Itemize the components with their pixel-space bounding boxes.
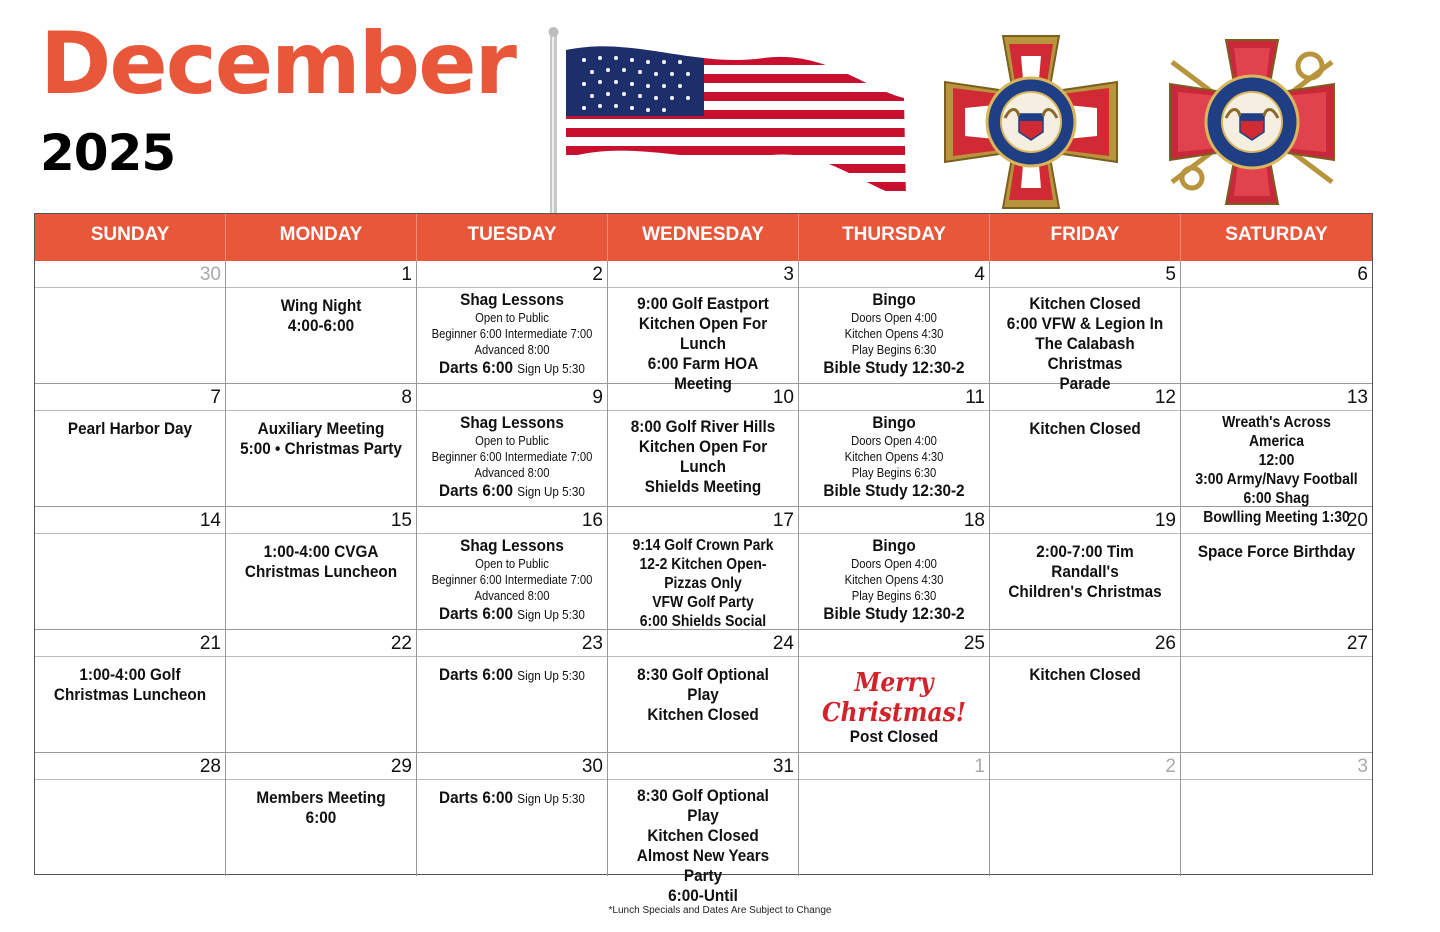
- event-detail: Beginner 6:00 Intermediate 7:00: [431, 450, 593, 464]
- day-cell: [226, 507, 417, 630]
- day-events: [1191, 534, 1363, 562]
- event-text: Bible Study 12:30-2: [823, 604, 965, 623]
- event-text: 8:00 Golf River Hills: [630, 417, 776, 436]
- darts-line: [430, 358, 594, 379]
- day-events: [1000, 657, 1171, 685]
- event-text: 8:30 Golf Optional Play: [637, 786, 769, 825]
- event-text: 1:00-4:00 Golf: [79, 665, 181, 684]
- event-text: Bingo: [872, 536, 916, 555]
- weekday-monday: MONDAY: [226, 214, 417, 261]
- event-detail: Kitchen Opens 4:30: [844, 327, 944, 341]
- day-cell: [226, 261, 417, 384]
- day-cell: [608, 507, 799, 630]
- day-events: [45, 288, 216, 294]
- day-cell: [799, 507, 990, 630]
- event-text: 6:00-Until: [668, 886, 738, 905]
- day-events: [618, 657, 789, 725]
- day-events: [236, 780, 407, 828]
- event-detail: Advanced 8:00: [474, 589, 550, 603]
- event-text: Darts 6:00: [439, 788, 518, 807]
- day-events: [809, 657, 980, 747]
- day-cell: [417, 753, 608, 876]
- event-detail: Play Begins 6:30: [851, 466, 937, 480]
- merry-christmas-graphic: [821, 665, 967, 728]
- event-text: 6:00 Shag: [1243, 490, 1310, 507]
- event-text: Wreath's Across America: [1222, 414, 1331, 450]
- event-text: Space Force Birthday: [1197, 542, 1356, 561]
- event-text: Pizzas Only: [664, 575, 742, 592]
- event-text: Wing Night: [280, 296, 362, 315]
- event-text: Kitchen Open For Lunch: [638, 314, 768, 353]
- event-text: Darts 6:00: [439, 481, 518, 500]
- day-cell: [990, 507, 1181, 630]
- day-cell: [35, 630, 226, 753]
- event-text: 8:30 Golf Optional Play: [637, 665, 769, 704]
- vfw-emblem-image: [940, 34, 1122, 210]
- event-detail: Open to Public: [475, 557, 549, 571]
- darts-line: [430, 788, 594, 809]
- event-text: Post Closed: [849, 727, 939, 746]
- day-events: [427, 411, 598, 502]
- day-cell: [35, 753, 226, 876]
- day-number: 27: [1181, 630, 1372, 657]
- event-text: Members Meeting: [256, 788, 386, 807]
- day-cell: [990, 384, 1181, 507]
- day-events: [809, 411, 980, 501]
- event-text: Kitchen Closed: [1029, 665, 1141, 684]
- day-cell: [608, 384, 799, 507]
- day-number: 11: [799, 384, 989, 411]
- day-number: 25: [799, 630, 989, 657]
- day-events: [1000, 780, 1171, 786]
- month-title: December: [40, 14, 515, 114]
- day-number: 2: [990, 753, 1180, 780]
- signup-text: Sign Up 5:30: [517, 607, 585, 622]
- event-text: Shag Lessons: [460, 536, 564, 555]
- day-events: [618, 288, 789, 394]
- day-events: [1000, 288, 1171, 394]
- darts-line: [430, 481, 594, 502]
- day-number: 18: [799, 507, 989, 534]
- event-detail: Open to Public: [475, 434, 549, 448]
- event-text: 6:00 VFW & Legion In: [1006, 314, 1164, 333]
- day-events: [1000, 534, 1171, 602]
- event-text: Children's Christmas: [1008, 582, 1162, 601]
- day-events: [618, 780, 789, 906]
- day-cell: [417, 507, 608, 630]
- signup-text: Sign Up 5:30: [517, 361, 585, 376]
- day-cell: [1181, 753, 1372, 876]
- event-text: Bingo: [872, 413, 916, 432]
- event-text: 5:00 • Christmas Party: [240, 439, 402, 458]
- event-detail: Open to Public: [475, 311, 549, 325]
- day-number: 26: [990, 630, 1180, 657]
- event-text: 1:00-4:00 CVGA: [263, 542, 379, 561]
- day-cell: [35, 384, 226, 507]
- weekday-thursday: THURSDAY: [799, 214, 990, 261]
- day-cell: [1181, 507, 1372, 630]
- day-cell: [417, 261, 608, 384]
- day-cell: [608, 261, 799, 393]
- day-number: 16: [417, 507, 607, 534]
- day-number: 22: [226, 630, 416, 657]
- weekday-tuesday: TUESDAY: [417, 214, 608, 261]
- day-cell: [417, 630, 608, 753]
- day-number: 17: [608, 507, 798, 534]
- day-number: 24: [608, 630, 798, 657]
- event-text: Bible Study 12:30-2: [823, 481, 965, 500]
- day-cell: [990, 753, 1181, 876]
- event-text: Darts 6:00: [439, 604, 518, 623]
- event-detail: Advanced 8:00: [474, 343, 550, 357]
- event-detail: Play Begins 6:30: [851, 589, 937, 603]
- event-text: 6:00: [305, 808, 337, 827]
- day-events: [1000, 411, 1171, 439]
- event-text: Kitchen Closed: [1029, 294, 1141, 313]
- event-text: Shag Lessons: [460, 413, 564, 432]
- day-events: [236, 288, 407, 336]
- event-text: VFW Golf Party: [652, 594, 754, 611]
- day-events: [427, 657, 598, 686]
- day-events: [1191, 288, 1363, 294]
- day-cell: [1181, 261, 1372, 384]
- event-text: 9:00 Golf Eastport: [637, 294, 769, 313]
- signup-text: Sign Up 5:30: [517, 791, 585, 806]
- event-text: 3:00 Army/Navy Football: [1195, 471, 1358, 488]
- event-text: 12:00: [1258, 452, 1295, 469]
- event-detail: Play Begins 6:30: [851, 343, 937, 357]
- day-cell: [226, 384, 417, 507]
- merry-text: Merry: [854, 666, 934, 698]
- day-number: 13: [1181, 384, 1372, 411]
- event-detail: Beginner 6:00 Intermediate 7:00: [431, 573, 593, 587]
- day-events: [236, 534, 407, 582]
- day-number: 12: [990, 384, 1180, 411]
- day-number: 1: [226, 261, 416, 288]
- day-cell: [226, 630, 417, 753]
- event-text: 9:14 Golf Crown Park: [632, 537, 774, 554]
- event-detail: Advanced 8:00: [474, 466, 550, 480]
- darts-line: [430, 604, 594, 625]
- day-events: [236, 411, 407, 459]
- event-text: Kitchen Closed: [1029, 419, 1141, 438]
- event-text: 12-2 Kitchen Open-: [639, 556, 767, 573]
- day-cell: [990, 630, 1181, 753]
- weekday-friday: FRIDAY: [990, 214, 1181, 261]
- day-events: [45, 780, 216, 786]
- day-events: [427, 288, 598, 379]
- calendar-weeks: [35, 261, 1372, 905]
- day-events: [809, 288, 980, 378]
- signup-text: Sign Up 5:30: [517, 484, 585, 499]
- event-text: 6:00 Farm HOA Meeting: [647, 354, 759, 393]
- event-text: Pearl Harbor Day: [67, 419, 193, 438]
- day-number: 3: [1181, 753, 1372, 780]
- day-number: 31: [608, 753, 798, 780]
- day-events: [618, 534, 789, 631]
- day-number: 20: [1181, 507, 1372, 534]
- event-text: Kitchen Closed: [647, 705, 759, 724]
- calendar-grid: [34, 213, 1373, 905]
- day-number: 23: [417, 630, 607, 657]
- day-cell: [799, 384, 990, 507]
- day-cell: [35, 261, 226, 384]
- day-events: [809, 780, 980, 786]
- event-text: Bowlling Meeting 1:30: [1203, 509, 1350, 526]
- event-text: 2:00-7:00 Tim Randall's: [1036, 542, 1134, 581]
- event-text: The Calabash Christmas: [1035, 334, 1135, 373]
- day-events: [809, 534, 980, 624]
- event-text: Almost New Years Party: [636, 846, 770, 885]
- day-cell: [990, 261, 1181, 393]
- day-cell: [35, 507, 226, 630]
- day-number: 5: [990, 261, 1180, 288]
- signup-text: Sign Up 5:30: [517, 668, 585, 683]
- day-number: 8: [226, 384, 416, 411]
- weekday-saturday: SATURDAY: [1225, 224, 1328, 245]
- event-text: Bible Study 12:30-2: [823, 358, 965, 377]
- weekday-header-row: [35, 214, 1372, 261]
- day-number: 9: [417, 384, 607, 411]
- event-detail: Beginner 6:00 Intermediate 7:00: [431, 327, 593, 341]
- footnote: *Lunch Specials and Dates Are Subject to Change: [608, 905, 832, 916]
- day-number: 1: [799, 753, 989, 780]
- event-detail: Kitchen Opens 4:30: [844, 573, 944, 587]
- day-number: 21: [35, 630, 225, 657]
- day-number: 29: [226, 753, 416, 780]
- christmas-text: Christmas!: [821, 696, 967, 728]
- event-text: Christmas Luncheon: [53, 685, 207, 704]
- weekday-wednesday: WEDNESDAY: [608, 214, 799, 261]
- day-events: [45, 534, 216, 540]
- year-title: 2025: [40, 124, 176, 182]
- event-detail: Doors Open 4:00: [851, 311, 937, 325]
- darts-line: [430, 665, 594, 686]
- day-cell: [1181, 384, 1372, 526]
- event-detail: Doors Open 4:00: [851, 557, 937, 571]
- day-events: [427, 780, 598, 809]
- day-events: [45, 411, 216, 439]
- day-events: [427, 534, 598, 625]
- day-number: 14: [35, 507, 225, 534]
- day-events: [618, 411, 789, 497]
- event-text: Auxiliary Meeting: [257, 419, 385, 438]
- day-number: 4: [799, 261, 989, 288]
- event-text: Bingo: [872, 290, 916, 309]
- event-text: Christmas Luncheon: [244, 562, 398, 581]
- day-cell: [417, 384, 608, 507]
- day-number: 10: [608, 384, 798, 411]
- event-detail: Kitchen Opens 4:30: [844, 450, 944, 464]
- day-cell: [608, 630, 799, 753]
- day-number: 28: [35, 753, 225, 780]
- event-text: Darts 6:00: [439, 665, 518, 684]
- day-number: 15: [226, 507, 416, 534]
- event-text: 4:00-6:00: [287, 316, 355, 335]
- event-text: Shag Lessons: [460, 290, 564, 309]
- day-cell: [799, 630, 990, 753]
- day-cell: [1181, 630, 1372, 753]
- day-cell: [226, 753, 417, 876]
- day-events: [1191, 780, 1363, 786]
- weekday-sunday: SUNDAY: [35, 214, 226, 261]
- event-text: 6:00 Shields Social: [639, 613, 767, 630]
- day-events: [1191, 657, 1363, 663]
- day-events: [236, 657, 407, 663]
- day-number: 2: [417, 261, 607, 288]
- day-number: 7: [35, 384, 225, 411]
- vfw-auxiliary-emblem-image: [1156, 36, 1348, 208]
- event-text: Shields Meeting: [644, 477, 762, 496]
- day-number: 3: [608, 261, 798, 288]
- event-text: Parade: [1059, 374, 1111, 393]
- day-number: 19: [990, 507, 1180, 534]
- event-text: Kitchen Closed: [647, 826, 759, 845]
- event-text: Darts 6:00: [439, 358, 518, 377]
- day-events: [45, 657, 216, 705]
- day-number: 30: [35, 261, 225, 288]
- american-flag-image: [544, 28, 914, 216]
- day-cell: [608, 753, 799, 905]
- day-number: 30: [417, 753, 607, 780]
- day-number: 6: [1181, 261, 1372, 288]
- event-detail: Doors Open 4:00: [851, 434, 937, 448]
- event-text: Kitchen Open For Lunch: [638, 437, 768, 476]
- day-cell: [799, 753, 990, 876]
- day-cell: [799, 261, 990, 384]
